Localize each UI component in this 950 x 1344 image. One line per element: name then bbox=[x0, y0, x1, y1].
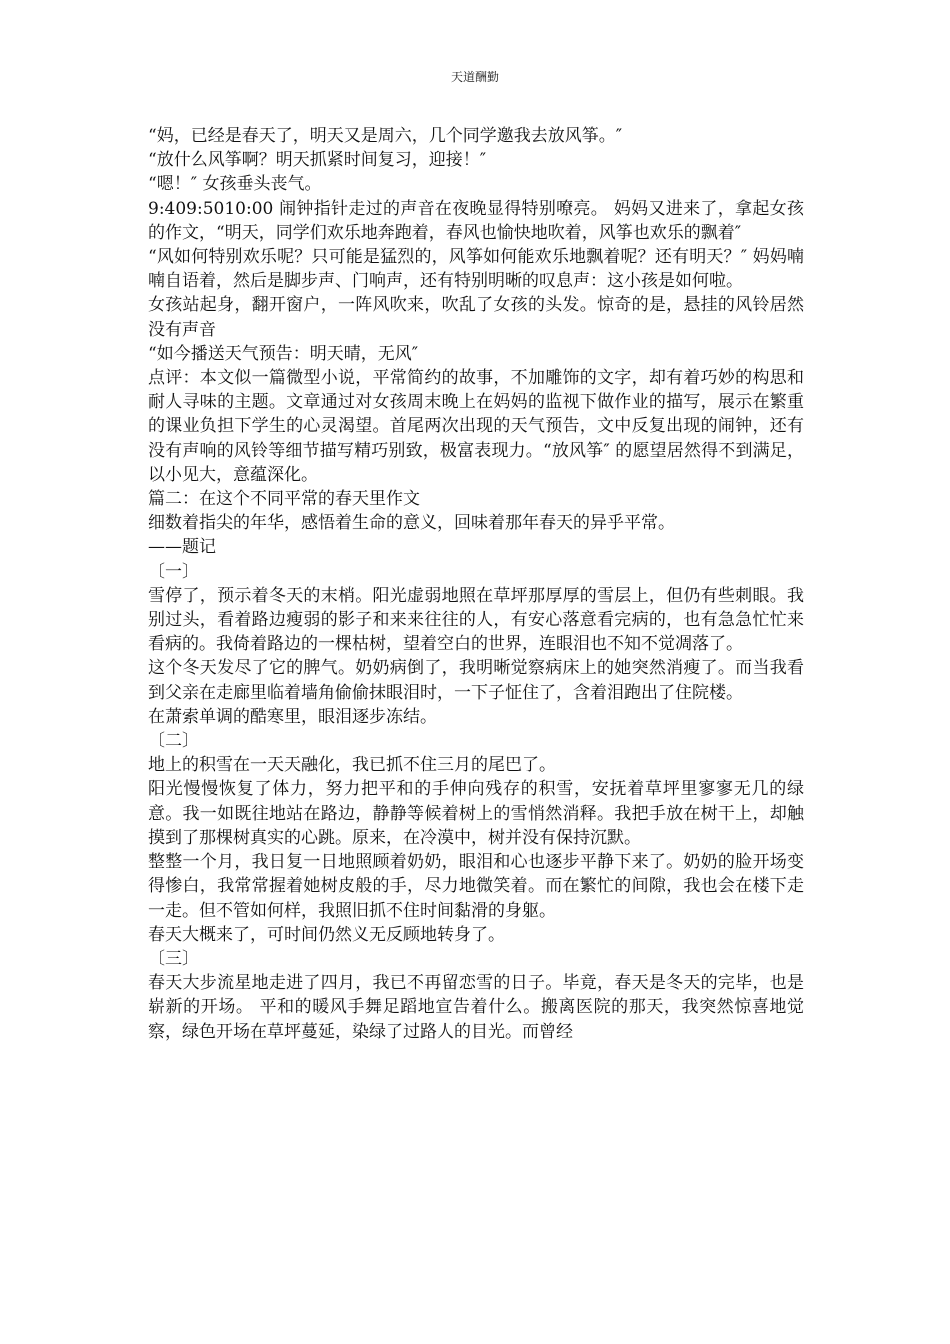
section-number: 〔三〕 bbox=[148, 948, 199, 969]
paragraph: 雪停了，预示着冬天的末梢。阳光虚弱地照在草坪那厚厚的雪层上，但仍有些刺眼。我别过头，看着路边瘦弱的影子和来来往往的人，有安心落意看完病的，也有急急忙忙来看病的。我倚着路边的一棵枯树，望着空白的世界，连眼泪也不知不觉凋落了。 bbox=[148, 585, 804, 655]
document-body bbox=[148, 124, 804, 1044]
dialogue-line: “妈，已经是春天了，明天又是周六，几个同学邀我去放风筝。″ bbox=[148, 126, 623, 146]
paragraph: “风如何特别欢乐呢？只可能是猛烈的，风筝如何能欢乐地飘着呢？还有明天？″ 妈妈喃喃自语着，然后是脚步声、门响声，还有特别明晰的叹息声：这小孩是如何啦。 bbox=[148, 247, 804, 292]
dialogue-line: “放什么风筝啊？明天抓紧时间复习，迎接！″ bbox=[148, 150, 487, 171]
paragraph: 整整一个月，我日复一日地照顾着奶奶，眼泪和心也逐步平静下来了。奶奶的脸开场变得惨白，我常常握着她树皮般的手，尽力地微笑着。而在繁忙的间隙，我也会在楼下走一走。但不管如何样，我照旧抓不住时间黏滑的身躯。 bbox=[148, 852, 804, 921]
paragraph: 9:409:5010:00 闹钟指针走过的声音在夜晚显得特别嘹亮。 妈妈又进来了，拿起女孩的作文，“明天，同学们欢乐地奔跑着，春风也愉快地吹着，风筝也欢乐的飘着″ bbox=[148, 198, 804, 243]
commentary-paragraph: 点评：本文似一篇微型小说，平常简约的故事，不加雕饰的文字，却有着巧妙的构思和耐人寻味的主题。文章通过对女孩周末晚上在妈妈的监视下做作业的描写，展示在繁重的课业负担下学生的心灵渴望。首尾两次出现的天气预告，文中反复出现的闹钟，还有没有声响的风铃等细节描写精巧别致，极富表现力。“放风筝″ 的愿望居然得不到满足，以小见大，意蕴深化。 bbox=[148, 368, 804, 485]
paragraph: 春天大步流星地走进了四月，我已不再留恋雪的日子。毕竟，春天是冬天的完毕，也是崭新的开场。 平和的暖风手舞足蹈地宣告着什么。搬离医院的那天，我突然惊喜地觉察，绿色开场在草坪蔓延，染绿了过路人的目光。而曾经 bbox=[148, 973, 804, 1042]
epigraph-attribution: ——题记 bbox=[148, 537, 216, 558]
paragraph: 春天大概来了，可时间仍然义无反顾地转身了。 bbox=[148, 924, 505, 945]
page-header: 天道酬勤 bbox=[450, 70, 499, 84]
paragraph: 在萧索单调的酷寒里，眼泪逐步冻结。 bbox=[148, 706, 437, 727]
dialogue-line: “如今播送天气预告：明天晴，无风″ bbox=[148, 343, 419, 364]
paragraph: 这个冬天发尽了它的脾气。奶奶病倒了，我明晰觉察病床上的她突然消瘦了。而当我看到父亲在走廊里临着墙角偷偷抹眼泪时，一下子怔住了，含着泪跑出了住院楼。 bbox=[148, 658, 804, 703]
paragraph: 阳光慢慢恢复了体力，努力把平和的手伸向残存的积雪，安抚着草坪里寥寥无几的绿意。我一如既往地站在路边，静静等候着树上的雪悄然消释。我把手放在树干上，却触摸到了那棵树真实的心跳。原来，在冷漠中，树并没有保持沉默。 bbox=[148, 779, 804, 848]
section-number: 〔二〕 bbox=[148, 731, 199, 752]
section-title: 篇二：在这个不同平常的春天里作文 bbox=[148, 489, 420, 510]
dialogue-line: “嗯！″ 女孩垂头丧气。 bbox=[148, 174, 322, 195]
section-number: 〔一〕 bbox=[148, 561, 199, 582]
paragraph: 地上的积雪在一天天融化，我已抓不住三月的尾巴了。 bbox=[148, 755, 556, 776]
paragraph: 女孩站起身，翻开窗户，一阵风吹来，吹乱了女孩的头发。惊奇的是，悬挂的风铃居然没有声音 bbox=[148, 295, 804, 340]
epigraph: 细数着指尖的年华，感悟着生命的意义，回味着那年春天的异乎平常。 bbox=[148, 513, 675, 534]
